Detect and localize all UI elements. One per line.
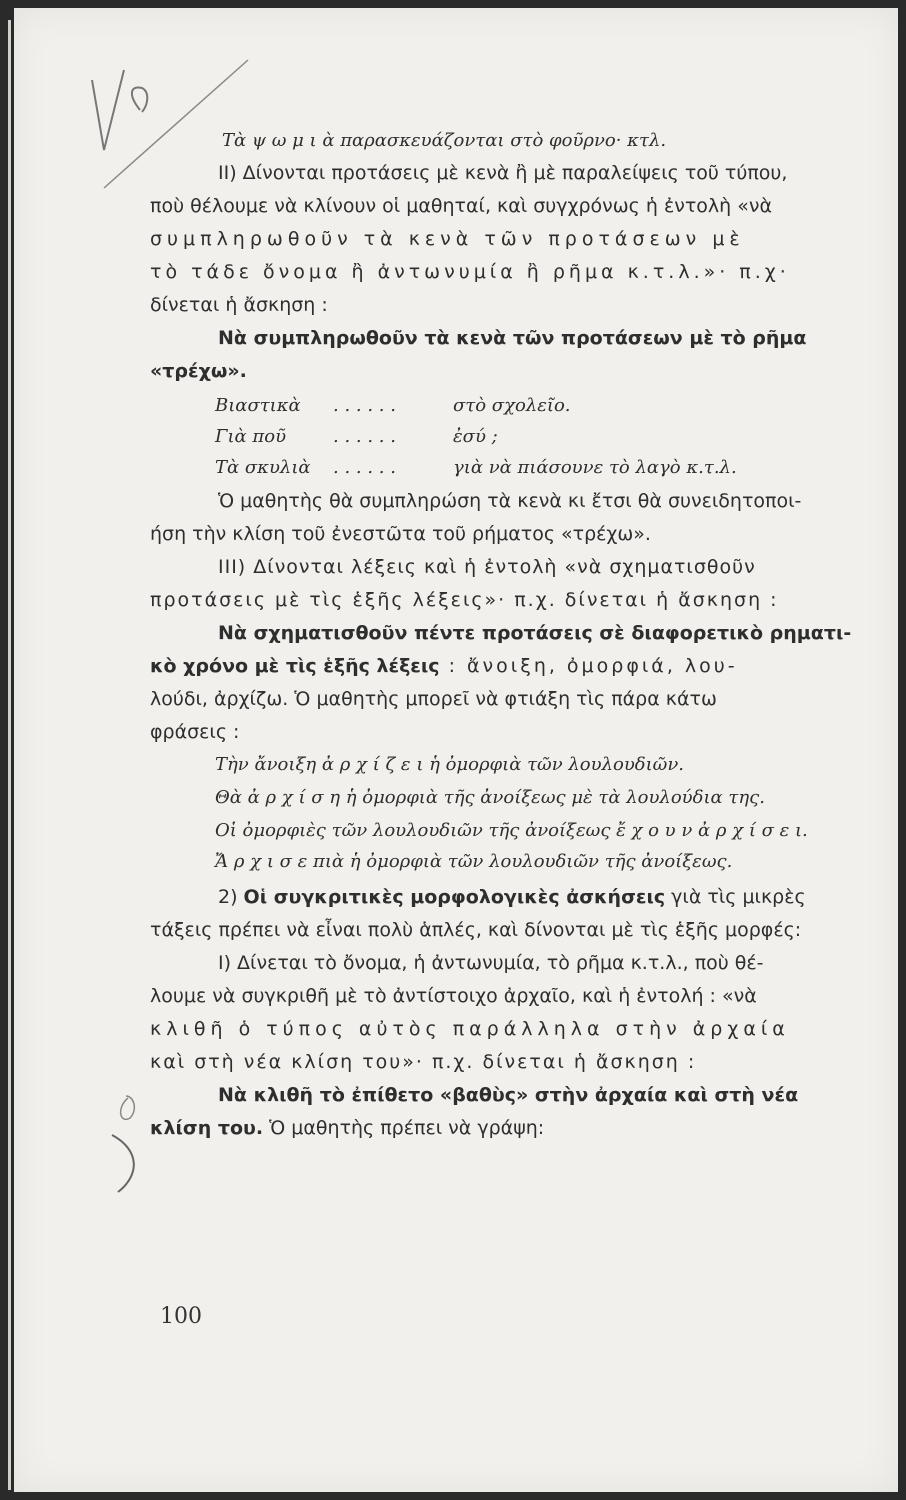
handwritten-theta [121,1096,135,1119]
example-sentence: Οἱ ὀμορφιὲς τῶν λουλουδιῶν τῆς ἀνοίξεως ἔ χ ο υ ν ἀ ρ χ ί σ ε ι. [215,820,808,841]
handwritten-paren [112,1135,134,1192]
text-line: II) Δίνονται προτάσεις μὲ κενὰ ἢ μὲ παραλείψεις τοῦ τύπου, [218,162,788,184]
example-row [215,424,906,450]
example-word: Τὰ σκυλιὰ [215,457,311,478]
text-line: Ὁ μαθητὴς θὰ συμπληρώση τὰ κενὰ κι ἔτσι θὰ συνειδητοποι- [218,490,802,512]
text-line: καὶ στὴ νέα κλίση του»· π.χ. δίνεται ἡ ἄσκηση : [150,1051,697,1073]
example-rest: ἐσύ ; [453,426,498,447]
text-line: λουμε νὰ συγκριθῆ μὲ τὸ ἀντίστοιχο ἀρχαῖο, καὶ ἡ ἐντολή : «νὰ [150,985,757,1007]
exercise-heading: Νὰ κλιθῆ τὸ ἐπίθετο «βαθὺς» στὴν ἀρχαία καὶ στὴ νέα [218,1084,799,1106]
example-sentence: Θὰ ἀ ρ χ ί σ η ἡ ὀμορφιὰ τῆς ἀνοίξεως μὲ τὰ λουλούδια της. [215,787,765,808]
text-line: ήση τὴν κλίση τοῦ ἐνεστῶτα τοῦ ρήματος «τρέχω». [150,523,651,545]
exercise-heading: κὸ χρόνο μὲ τὶς ἑξῆς λέξεις [150,655,440,677]
example-rest: στὸ σχολεῖο. [453,395,571,416]
section-heading: Οἱ συγκριτικὲς μορφολογικὲς ἀσκήσεις [243,886,666,908]
text-line: Τὰ ψ ω μ ι ὰ παρασκευάζονται στὸ φοῦρνο· κτλ. [222,130,667,151]
exercise-heading: Νὰ συμπληρωθοῦν τὰ κενὰ τῶν προτάσεων μὲ τὸ ρῆμα [218,327,807,349]
example-word: Γιὰ ποῦ [215,426,287,447]
example-word: Βιαστικὰ [215,395,301,416]
example-dots: . . . . . . [333,426,396,447]
text-line [150,1115,895,1141]
example-dots: . . . . . . [333,395,396,416]
text-line: φράσεις : [150,721,240,743]
page-number: 100 [160,1304,202,1329]
example-row [215,455,906,481]
text-line: δίνεται ἡ ἄσκηση : [150,294,328,316]
section-number: 2) [218,886,244,908]
example-dots: . . . . . . [333,457,396,478]
text-line [150,653,895,679]
text-line: III) Δίνονται λέξεις καὶ ἡ ἐντολὴ «νὰ σχηματισθοῦν [218,556,756,578]
example-rest: γιὰ νὰ πιάσουνε τὸ λαγὸ κ.τ.λ. [453,457,737,478]
text-fragment: Ὁ μαθητὴς πρέπει νὰ γράψη: [263,1117,545,1139]
handwritten-check [92,70,124,150]
example-sentence: Ἄ ρ χ ι σ ε πιὰ ἡ ὀμορφιὰ τῶν λουλουδιῶν τῆς ἀνοίξεως. [215,851,733,872]
text-fragment: γιὰ τὶς μικρὲς [665,886,806,908]
text-line: I) Δίνεται τὸ ὄνομα, ἡ ἀντωνυμία, τὸ ρῆμα κ.τ.λ., ποὺ θέ- [218,952,764,974]
text-line: προτάσεις μὲ τὶς ἑξῆς λέξεις»· π.χ. δίνεται ἡ ἄσκηση : [150,589,779,611]
example-sentence: Τὴν ἄνοιξη ἀ ρ χ ί ζ ε ι ἡ ὀμορφιὰ τῶν λουλουδιῶν. [215,754,685,775]
text-line [218,884,906,910]
exercise-heading: κλίση του. [150,1117,264,1139]
text-line: ποὺ θέλουμε νὰ κλίνουν οἱ μαθηταί, καὶ συγχρόνως ἡ ἐντολὴ «νὰ [150,195,772,217]
handwritten-alpha [132,87,147,112]
example-row [215,393,906,419]
text-line: κλιθῆ ὁ τύπος αὐτὸς παράλληλα στὴν ἀρχαία [150,1018,790,1040]
text-line: λούδι, ἀρχίζω. Ὁ μαθητὴς μπορεῖ νὰ φτιάξη τὶς πάρα κάτω [150,688,717,710]
exercise-heading: Νὰ σχηματισθοῦν πέντε προτάσεις σὲ διαφορετικὸ ρηματι- [218,622,852,644]
exercise-heading: «τρέχω». [150,360,247,382]
word-list: : ἄνοιξη, ὀμορφιά, λου- [439,655,738,677]
text-line: τὸ τάδε ὄνομα ἢ ἀντωνυμία ἢ ρῆμα κ.τ.λ.»· π.χ· [150,261,790,283]
text-line: συμπληρωθοῦν τὰ κενὰ τῶν προτάσεων μὲ [150,228,745,250]
text-line: τάξεις πρέπει νὰ εἶναι πολὺ ἁπλές, καὶ δίνονται μὲ τὶς ἑξῆς μορφές: [150,919,802,941]
